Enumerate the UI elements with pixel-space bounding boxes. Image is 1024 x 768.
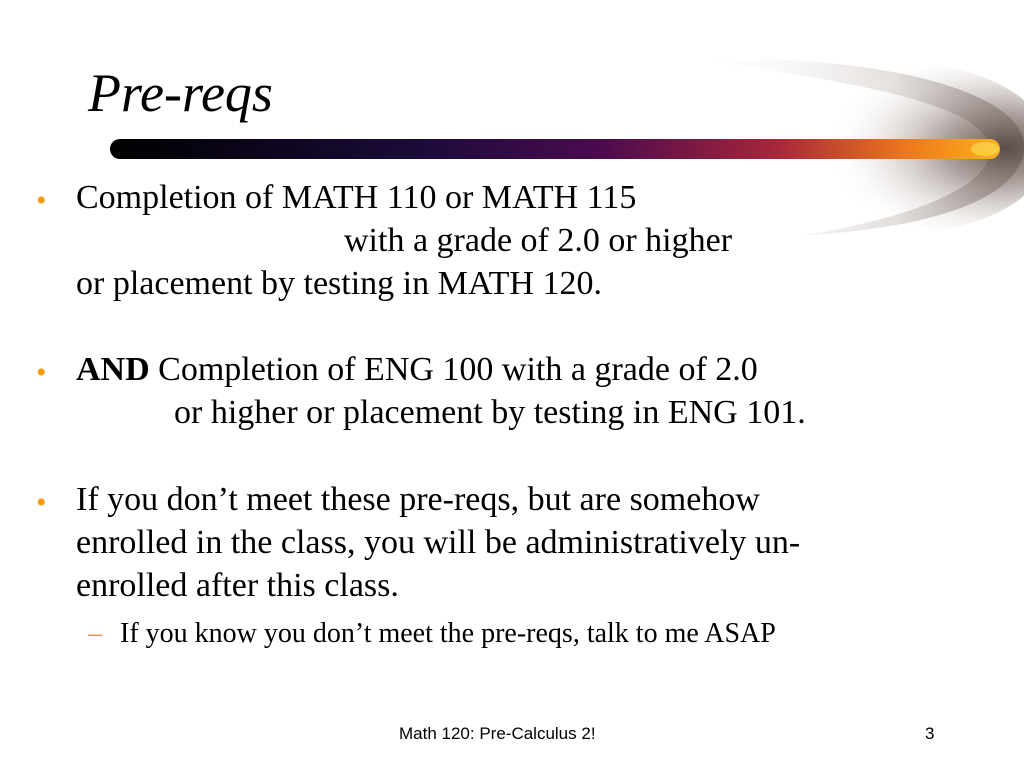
bullet-3-line-3: enrolled after this class. (76, 567, 399, 604)
footer-page-number: 3 (925, 724, 935, 743)
bullet-marker: • (36, 356, 47, 389)
sub-bullet-marker: – (88, 618, 102, 649)
bullet-2-line-1-text: Completion of ENG 100 with a grade of 2.0 (158, 351, 758, 388)
title-underline-bar (110, 139, 1000, 159)
bullet-2-bold-prefix: AND (76, 351, 150, 388)
sub-bullet-1: If you know you don’t meet the pre-reqs, talk to me ASAP (120, 618, 776, 649)
bullet-2-line-1 (76, 353, 758, 387)
slide-title: Pre-reqs (88, 63, 273, 123)
bullet-2-line-2: or higher or placement by testing in ENG 101. (174, 394, 806, 431)
bullet-1-line-1: Completion of MATH 110 or MATH 115 (76, 179, 637, 216)
bullet-marker: • (36, 486, 47, 519)
bullet-3-line-2: enrolled in the class, you will be administratively un- (76, 524, 801, 561)
bullet-3-line-1: If you don’t meet these pre-reqs, but are somehow (76, 481, 760, 518)
footer-course-title: Math 120: Pre-Calculus 2! (399, 724, 596, 743)
bullet-1-line-3: or placement by testing in MATH 120. (76, 265, 602, 302)
bullet-marker: • (36, 184, 47, 217)
bullet-1-line-2: with a grade of 2.0 or higher (344, 222, 733, 259)
